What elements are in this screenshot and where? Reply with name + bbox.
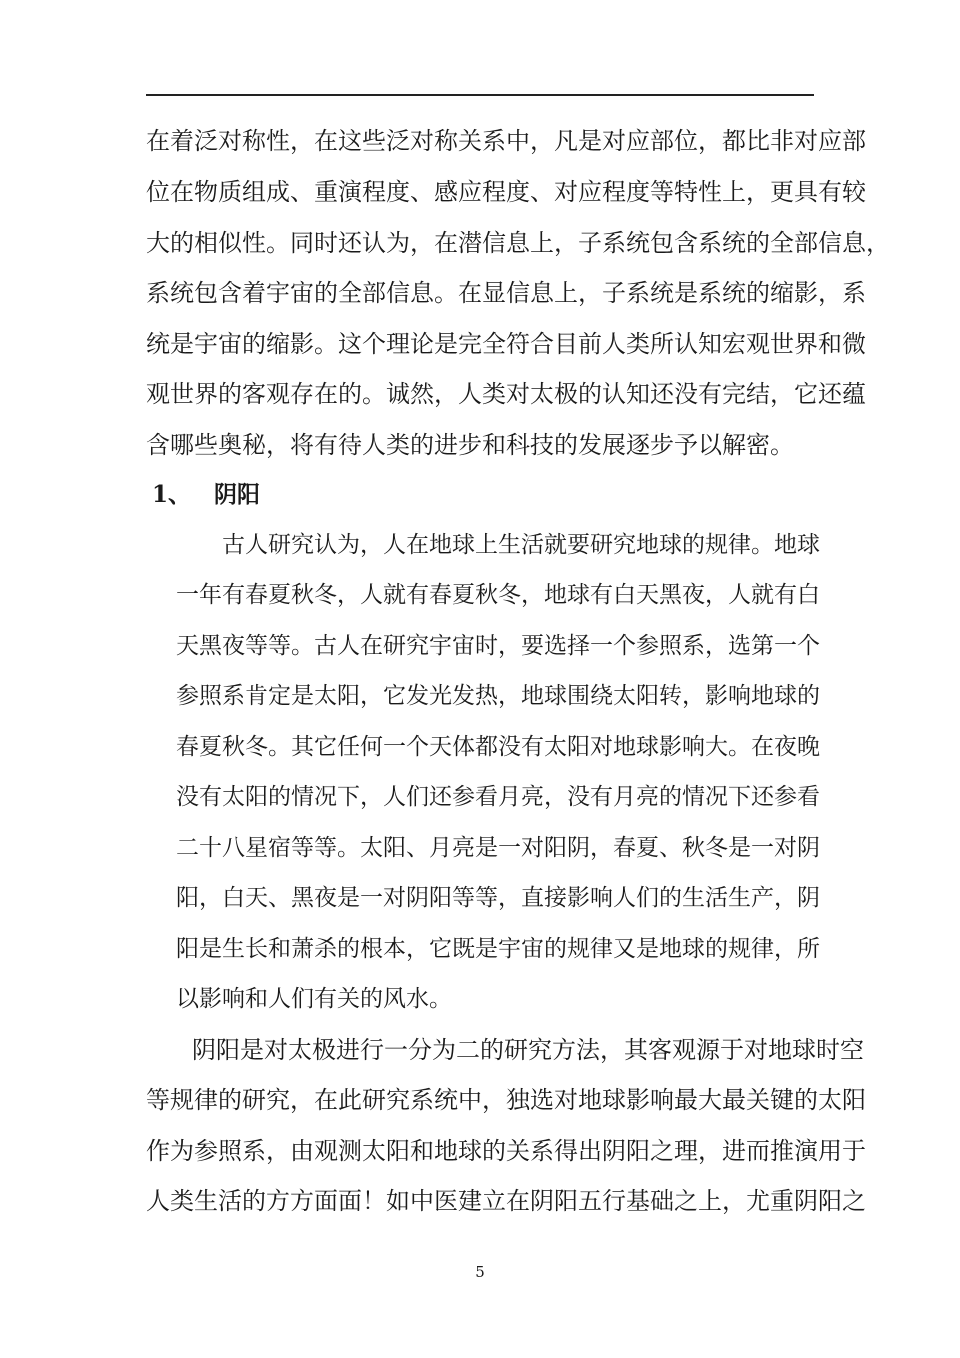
section-number: 1、 (152, 481, 192, 508)
text-line: 在着泛对称性，在这些泛对称关系中，凡是对应部位，都比非对应部 (146, 127, 866, 155)
text-line: 一年有春夏秋冬，人就有春夏秋冬，地球有白天黑夜，人就有白 (176, 582, 820, 608)
text-line: 含哪些奥秘，将有待人类的进步和科技的发展逐步予以解密。 (146, 431, 794, 459)
text-line: 阳是生长和萧杀的根本，它既是宇宙的规律又是地球的规律，所 (176, 936, 820, 962)
text-line: 作为参照系，由观测太阳和地球的关系得出阴阳之理，进而推演用于 (146, 1137, 866, 1165)
header-rule (146, 94, 814, 96)
text-line: 古人研究认为，人在地球上生活就要研究地球的规律。地球 (222, 532, 820, 558)
text-line: 人类生活的方方面面！如中医建立在阴阳五行基础之上，尤重阴阳之 (146, 1187, 866, 1215)
text-line: 位在物质组成、重演程度、感应程度、对应程度等特性上，更具有较 (146, 178, 866, 206)
text-line: 系统包含着宇宙的全部信息。在显信息上，子系统是系统的缩影，系 (146, 279, 866, 307)
text-line: 大的相似性。同时还认为，在潜信息上，子系统包含系统的全部信息， (146, 229, 890, 257)
text-line: 没有太阳的情况下，人们还参看月亮，没有月亮的情况下还参看 (176, 784, 820, 810)
text-line: 等规律的研究，在此研究系统中，独选对地球影响最大最关键的太阳 (146, 1086, 866, 1114)
text-line: 观世界的客观存在的。诚然，人类对太极的认知还没有完结，它还蕴 (146, 380, 866, 408)
section-title: 阴阳 (214, 481, 260, 508)
text-line: 参照系肯定是太阳，它发光发热，地球围绕太阳转，影响地球的 (176, 683, 820, 709)
text-line: 二十八星宿等等。太阳、月亮是一对阳阴，春夏、秋冬是一对阴 (176, 835, 820, 861)
section-heading (152, 480, 260, 510)
text-line: 阳，白天、黑夜是一对阴阳等等，直接影响人们的生活生产，阴 (176, 885, 820, 911)
text-line: 阴阳是对太极进行一分为二的研究方法，其客观源于对地球时空 (192, 1036, 864, 1064)
text-line: 以影响和人们有关的风水。 (176, 986, 452, 1012)
page-number: 5 (475, 1263, 485, 1281)
text-line: 天黑夜等等。古人在研究宇宙时，要选择一个参照系，选第一个 (176, 633, 820, 659)
text-line: 春夏秋冬。其它任何一个天体都没有太阳对地球影响大。在夜晚 (176, 734, 820, 760)
text-line: 统是宇宙的缩影。这个理论是完全符合目前人类所认知宏观世界和微 (146, 330, 866, 358)
